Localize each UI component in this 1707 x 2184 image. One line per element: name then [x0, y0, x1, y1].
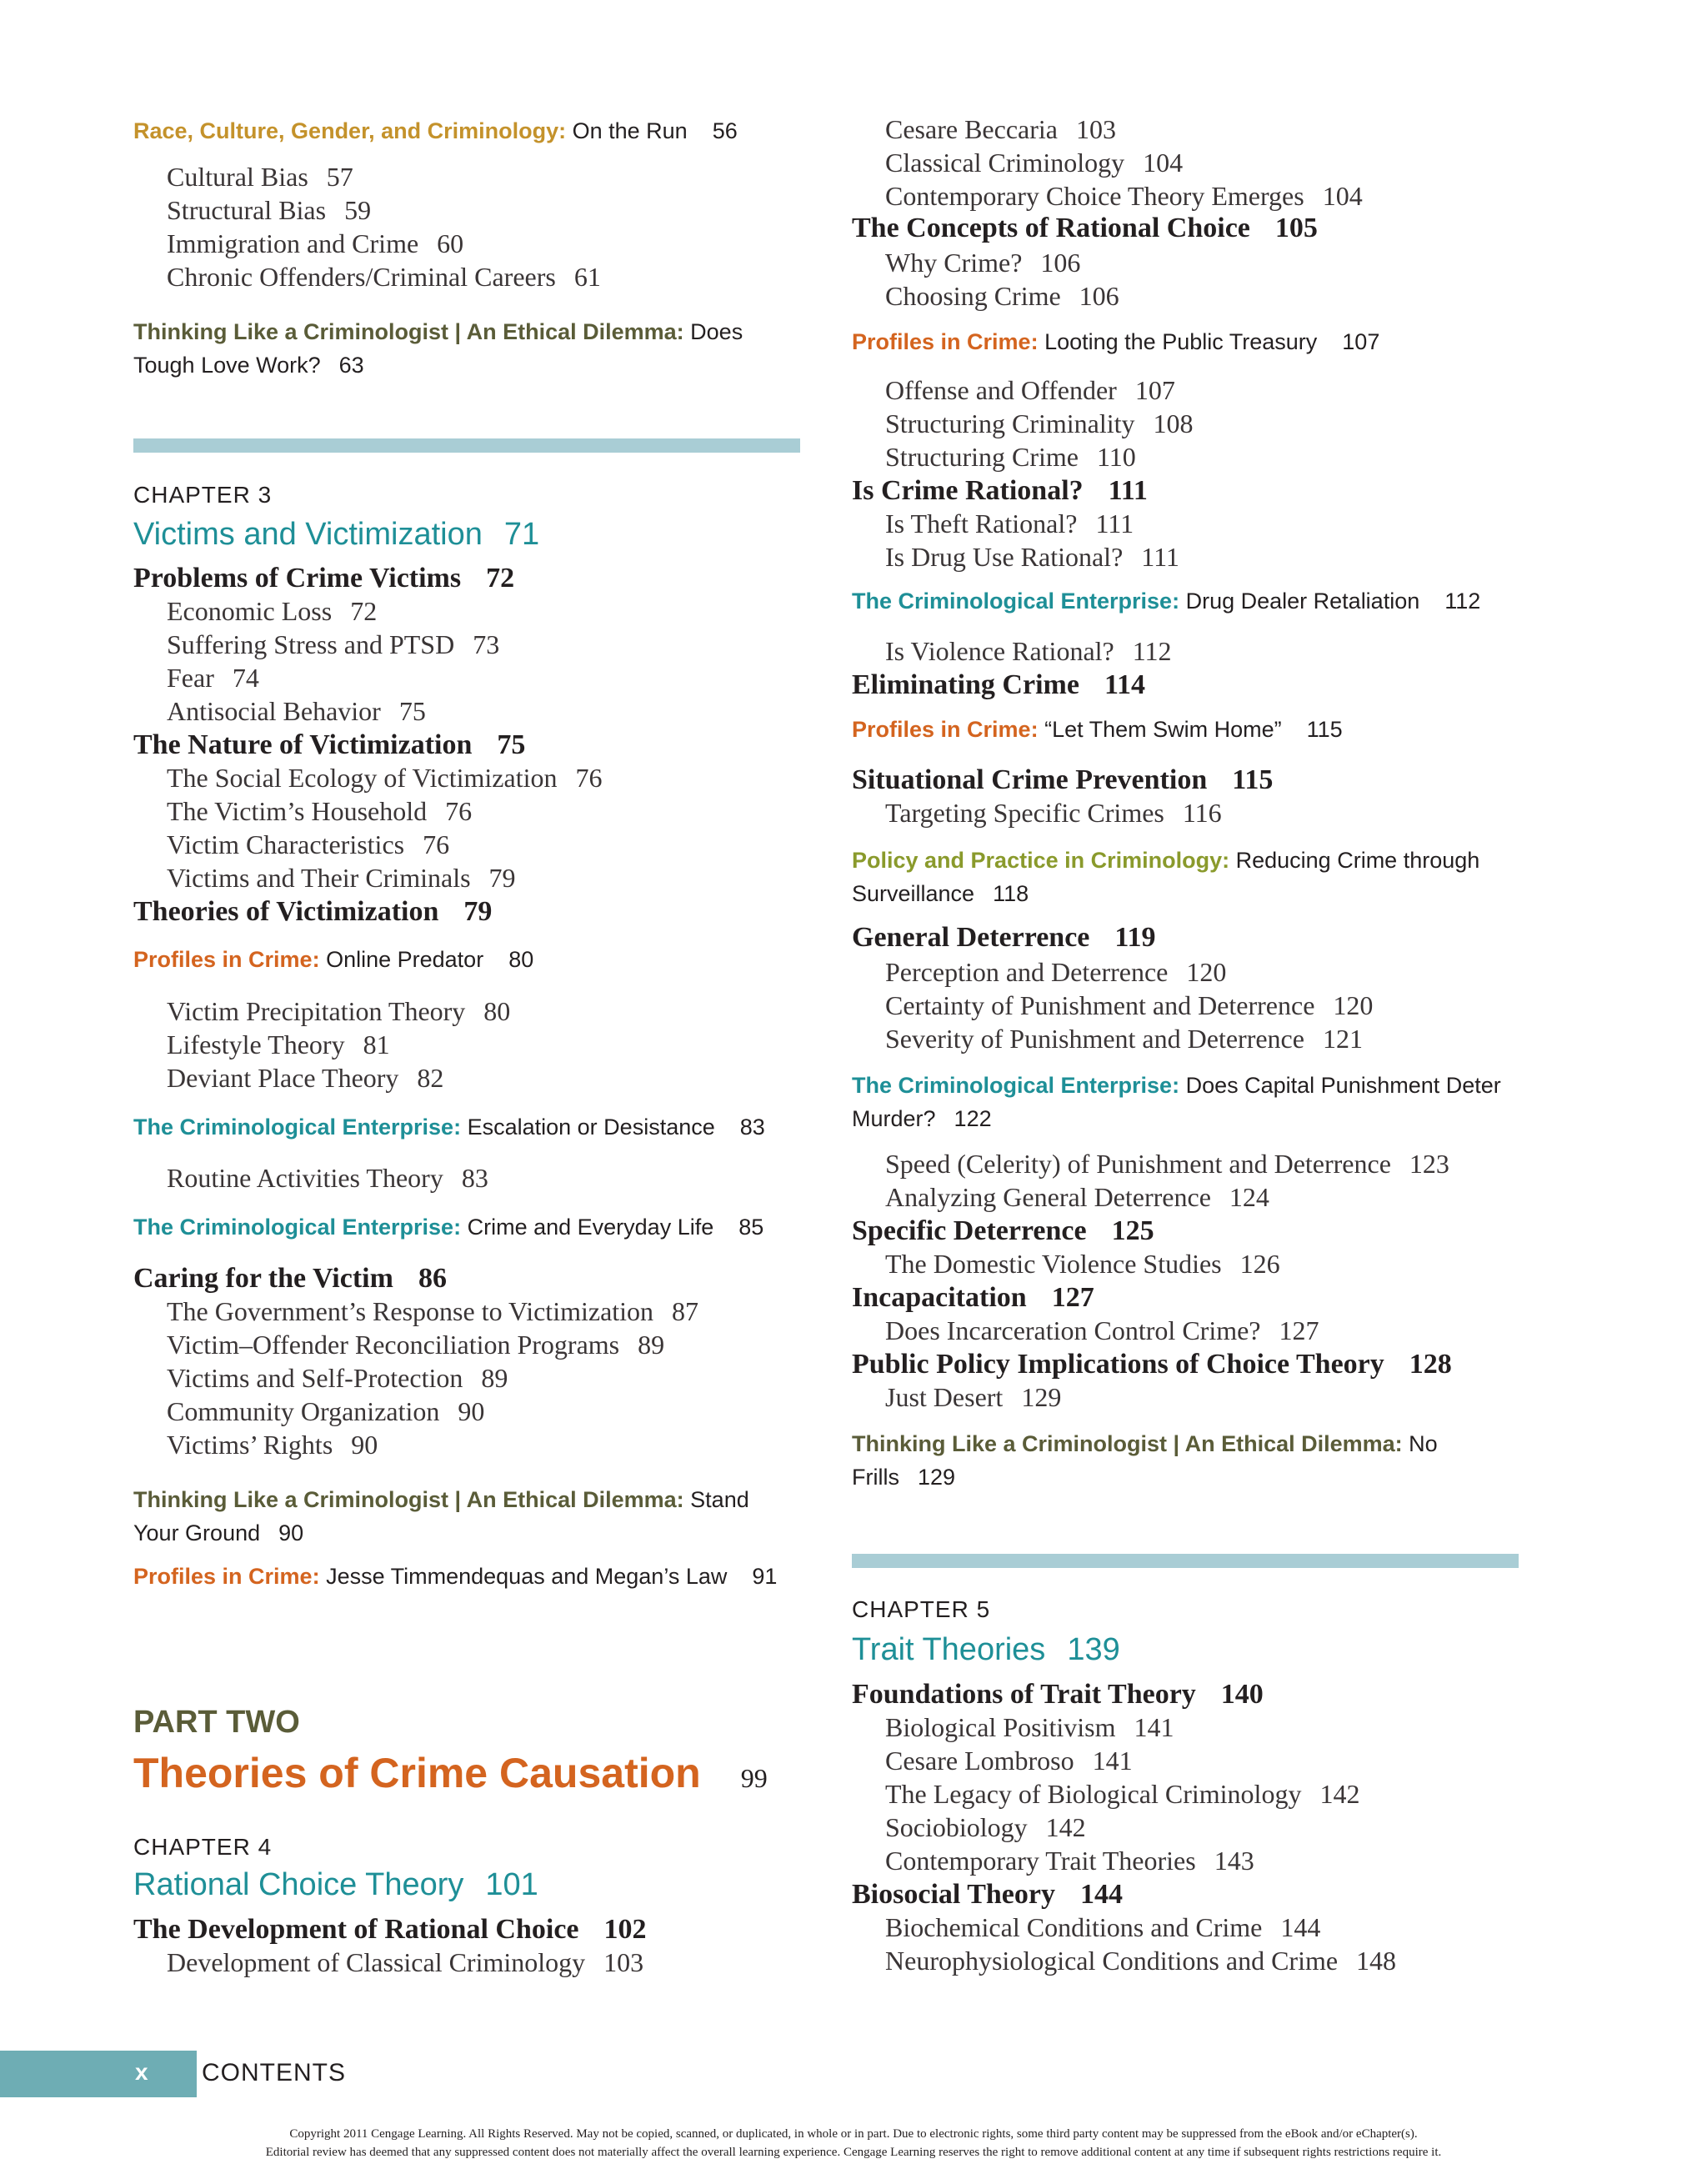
subsection-title: Speed (Celerity) of Punishment and Deterrence [885, 1149, 1391, 1179]
subsection-title: Structuring Criminality [885, 408, 1135, 438]
toc-subsection[interactable] [167, 829, 449, 860]
section-title: Incapacitation [852, 1282, 1027, 1313]
subsection-title: Routine Activities Theory [167, 1163, 443, 1193]
page-number: 144 [1080, 1879, 1123, 1910]
page-number: 103 [603, 1947, 644, 1977]
toc-subsection[interactable] [885, 1746, 1133, 1776]
page-number: 90 [458, 1396, 485, 1426]
feature-label: Thinking Like a Criminologist | An Ethical Dilemma: [133, 319, 684, 344]
feature-label: Thinking Like a Criminologist | An Ethical Dilemma: [133, 1487, 684, 1512]
toc-subsection[interactable] [167, 1063, 443, 1094]
toc-subsection[interactable] [167, 228, 463, 259]
page-number: 101 [485, 1867, 538, 1902]
page-number: 105 [1274, 213, 1318, 243]
page-number: 148 [1356, 1946, 1397, 1976]
toc-subsection[interactable] [885, 1846, 1254, 1876]
page-number: 107 [1342, 329, 1380, 354]
toc-subsection[interactable] [167, 1947, 643, 1978]
toc-subsection[interactable] [167, 763, 602, 794]
part-title-text: Theories of Crime Causation [133, 1750, 701, 1796]
page-number: 112 [1132, 636, 1172, 666]
toc-subsection[interactable] [885, 181, 1363, 212]
toc-subsection[interactable] [885, 148, 1183, 178]
toc-subsection[interactable] [885, 375, 1175, 406]
feature-box-entry[interactable] [133, 1215, 763, 1240]
subsection-title: Antisocial Behavior [167, 696, 381, 726]
subsection-title: Economic Loss [167, 596, 333, 626]
footer-page-tab [0, 2051, 197, 2097]
page-number: 128 [1409, 1349, 1452, 1380]
page-number: 114 [1104, 669, 1146, 700]
toc-subsection[interactable] [167, 696, 426, 727]
subsection-title: Lifestyle Theory [167, 1029, 345, 1059]
toc-subsection[interactable] [167, 663, 259, 694]
toc-subsection[interactable] [167, 1330, 664, 1360]
copyright-line-1: Copyright 2011 Cengage Learning. All Rights Reserved. May not be copied, scanned, or duplicated, in whole or in part. Due to electronic rights, some third party content may be suppressed from the eBook and/or eChapter(s). [289, 2127, 1418, 2141]
feature-title: Jesse Timmendequas and Megan’s Law [326, 1564, 728, 1589]
toc-subsection[interactable] [167, 1296, 698, 1327]
feature-box-entry[interactable] [852, 589, 1480, 614]
subsection-title: Victim Characteristics [167, 829, 405, 859]
page-number: 75 [497, 729, 526, 760]
subsection-title: Cultural Bias [167, 162, 308, 192]
page-number: 75 [398, 696, 426, 726]
page-number: 111 [1141, 542, 1179, 572]
page-number: 57 [326, 162, 353, 192]
subsection-title: Victim–Offender Reconciliation Programs [167, 1330, 620, 1360]
subsection-title: Is Drug Use Rational? [885, 542, 1124, 572]
page-number: 106 [1079, 281, 1119, 311]
chapter-divider-rule [133, 438, 800, 453]
toc-subsection[interactable] [167, 1363, 508, 1394]
toc-subsection[interactable] [167, 195, 371, 226]
feature-title: Online Predator [326, 947, 484, 972]
toc-section-heading[interactable] [133, 896, 492, 928]
page-number: 73 [473, 629, 500, 659]
section-title: Foundations of Trait Theory [852, 1679, 1196, 1710]
page-number: 120 [1186, 957, 1227, 987]
page-number: 116 [1182, 798, 1222, 828]
toc-subsection[interactable] [885, 957, 1226, 988]
page-number: 123 [1409, 1149, 1449, 1179]
page-number: 118 [993, 881, 1029, 906]
section-title: The Development of Rational Choice [133, 1914, 579, 1945]
subsection-title: Perception and Deterrence [885, 957, 1169, 987]
toc-subsection[interactable] [885, 1712, 1174, 1743]
page-number: 74 [232, 663, 259, 693]
page-number: 115 [1232, 764, 1274, 795]
subsection-title: The Domestic Violence Studies [885, 1249, 1222, 1279]
toc-subsection[interactable] [885, 1812, 1086, 1843]
feature-label: Profiles in Crime: [133, 1564, 320, 1589]
section-title: Caring for the Victim [133, 1263, 393, 1294]
page-number: 63 [338, 353, 364, 378]
toc-section-heading[interactable] [133, 1263, 447, 1295]
page-number: 111 [1108, 475, 1148, 506]
toc-subsection[interactable] [885, 442, 1136, 473]
section-title: Is Crime Rational? [852, 475, 1084, 506]
toc-subsection[interactable] [167, 1029, 390, 1060]
subsection-title: The Government’s Response to Victimization [167, 1296, 654, 1326]
feature-box-entry[interactable] [133, 315, 800, 382]
toc-section-heading[interactable] [852, 475, 1148, 507]
subsection-title: Neurophysiological Conditions and Crime [885, 1946, 1339, 1976]
toc-subsection[interactable] [167, 596, 377, 627]
feature-label: The Criminological Enterprise: [133, 1115, 462, 1140]
section-title: Situational Crime Prevention [852, 764, 1208, 795]
page-number: 79 [488, 863, 516, 893]
feature-box-entry[interactable] [852, 1069, 1519, 1135]
section-title: The Concepts of Rational Choice [852, 213, 1250, 243]
section-title: Public Policy Implications of Choice Theory [852, 1349, 1384, 1380]
subsection-title: Victims and Self-Protection [167, 1363, 463, 1393]
page-number: 106 [1040, 248, 1081, 278]
subsection-title: Cesare Lombroso [885, 1746, 1074, 1776]
toc-section-heading[interactable] [133, 563, 514, 594]
section-title: General Deterrence [852, 922, 1090, 953]
toc-subsection[interactable] [885, 1946, 1396, 1976]
page-number: 72 [350, 596, 378, 626]
page-number: 83 [739, 1115, 765, 1140]
page-number: 107 [1134, 375, 1175, 405]
section-title: The Nature of Victimization [133, 729, 473, 760]
subsection-title: Is Violence Rational? [885, 636, 1114, 666]
feature-title: “Let Them Swim Home” [1044, 717, 1282, 742]
page-number: 126 [1239, 1249, 1280, 1279]
page-number: 142 [1045, 1812, 1086, 1842]
feature-box-entry[interactable] [133, 1115, 765, 1140]
page-number: 122 [954, 1106, 992, 1131]
subsection-title: Contemporary Trait Theories [885, 1846, 1196, 1876]
toc-subsection[interactable] [885, 1382, 1061, 1413]
toc-subsection[interactable] [885, 1149, 1449, 1180]
feature-label: Policy and Practice in Criminology: [852, 848, 1230, 873]
page-number: 79 [463, 896, 493, 927]
subsection-title: Immigration and Crime [167, 228, 419, 258]
page-number: 81 [363, 1029, 390, 1059]
section-title: Problems of Crime Victims [133, 563, 462, 594]
page-number: 103 [1075, 114, 1116, 144]
toc-subsection[interactable] [885, 636, 1172, 667]
feature-box-entry[interactable] [852, 844, 1519, 910]
page-number: 56 [712, 118, 738, 143]
subsection-title: Certainty of Punishment and Deterrence [885, 990, 1315, 1020]
page-number: 112 [1444, 589, 1481, 614]
subsection-title: Classical Criminology [885, 148, 1125, 178]
feature-box-entry[interactable] [133, 1564, 777, 1590]
subsection-title: Deviant Place Theory [167, 1063, 399, 1093]
page-number: 90 [278, 1520, 304, 1545]
subsection-title: Community Organization [167, 1396, 440, 1426]
subsection-title: Choosing Crime [885, 281, 1061, 311]
page-number: 91 [752, 1564, 778, 1589]
page-number: 80 [483, 996, 511, 1026]
toc-subsection[interactable] [885, 248, 1080, 278]
toc-section-heading[interactable] [852, 213, 1318, 244]
toc-section-heading[interactable] [852, 669, 1145, 701]
page-number: 90 [351, 1430, 378, 1460]
part-label: PART TWO [133, 1705, 300, 1740]
subsection-title: Biochemical Conditions and Crime [885, 1912, 1263, 1942]
chapter-label: CHAPTER 3 [133, 482, 273, 508]
page-number: 115 [1306, 717, 1343, 742]
toc-subsection[interactable] [885, 1024, 1363, 1054]
page-number: 89 [638, 1330, 665, 1360]
subsection-title: Analyzing General Deterrence [885, 1182, 1211, 1212]
subsection-title: Offense and Offender [885, 375, 1117, 405]
chapter-title-text: Trait Theories [852, 1632, 1046, 1667]
subsection-title: The Victim’s Household [167, 796, 428, 826]
page-number: 140 [1220, 1679, 1264, 1710]
page-number: 143 [1214, 1846, 1254, 1876]
toc-subsection[interactable] [885, 542, 1179, 573]
toc-subsection[interactable] [885, 990, 1373, 1021]
subsection-title: The Legacy of Biological Criminology [885, 1779, 1302, 1809]
page-number: 129 [917, 1465, 956, 1490]
subsection-title: Suffering Stress and PTSD [167, 629, 455, 659]
toc-subsection[interactable] [885, 1912, 1320, 1943]
subsection-title: The Social Ecology of Victimization [167, 763, 558, 793]
page-number: 76 [575, 763, 603, 793]
toc-subsection[interactable] [885, 1779, 1359, 1810]
feature-label: The Criminological Enterprise: [133, 1215, 462, 1240]
toc-subsection[interactable] [885, 1249, 1280, 1280]
subsection-title: Victims’ Rights [167, 1430, 333, 1460]
subsection-title: Targeting Specific Crimes [885, 798, 1164, 828]
toc-subsection[interactable] [885, 114, 1116, 145]
toc-section-heading[interactable] [852, 1282, 1094, 1314]
feature-label: Thinking Like a Criminologist | An Ethical Dilemma: [852, 1431, 1403, 1456]
feature-label: Profiles in Crime: [852, 329, 1039, 354]
page-number: 141 [1134, 1712, 1174, 1742]
subsection-title: Victims and Their Criminals [167, 863, 471, 893]
subsection-title: Biological Positivism [885, 1712, 1116, 1742]
subsection-title: Cesare Beccaria [885, 114, 1058, 144]
toc-section-heading[interactable] [852, 1349, 1452, 1380]
feature-title: No Frills [852, 1431, 1438, 1490]
toc-subsection[interactable] [885, 798, 1222, 829]
page-number: 82 [417, 1063, 444, 1093]
toc-subsection[interactable] [167, 629, 499, 660]
feature-title: Does Capital Punishment Deter Murder? [852, 1073, 1501, 1131]
footer-section-label: CONTENTS [202, 2059, 346, 2086]
feature-label: Profiles in Crime: [852, 717, 1039, 742]
page-number: 141 [1092, 1746, 1133, 1776]
feature-label: Race, Culture, Gender, and Criminology: [133, 118, 567, 143]
toc-section-heading[interactable] [852, 764, 1273, 796]
chapter-title[interactable] [133, 1867, 538, 1903]
toc-subsection[interactable] [885, 508, 1134, 539]
page-number: 124 [1229, 1182, 1269, 1212]
section-title: Theories of Victimization [133, 896, 439, 927]
page-number: 119 [1114, 922, 1156, 953]
page-number: 71 [503, 517, 540, 552]
toc-subsection[interactable] [885, 281, 1119, 312]
page-number: 104 [1143, 148, 1184, 178]
subsection-title: Is Theft Rational? [885, 508, 1078, 538]
feature-box-entry[interactable] [133, 1483, 800, 1550]
subsection-title: Severity of Punishment and Deterrence [885, 1024, 1304, 1054]
section-title: Biosocial Theory [852, 1879, 1055, 1910]
page-number: 83 [461, 1163, 488, 1193]
page-number: 125 [1111, 1215, 1154, 1246]
feature-title: Escalation or Desistance [467, 1115, 715, 1140]
feature-title: Looting the Public Treasury [1044, 329, 1318, 354]
subsection-title: Development of Classical Criminology [167, 1947, 586, 1977]
chapter-title-text: Rational Choice Theory [133, 1867, 464, 1902]
subsection-title: Victim Precipitation Theory [167, 996, 466, 1026]
page-number: 61 [573, 262, 601, 292]
toc-section-heading[interactable] [852, 1879, 1123, 1911]
toc-section-heading[interactable] [133, 1914, 647, 1946]
page-number: 59 [344, 195, 372, 225]
page-number: 120 [1333, 990, 1374, 1020]
page-number: 108 [1153, 408, 1194, 438]
feature-title: Crime and Everyday Life [467, 1215, 714, 1240]
subsection-title: Does Incarceration Control Crime? [885, 1315, 1261, 1345]
page-number: 85 [738, 1215, 764, 1240]
toc-subsection[interactable] [167, 1163, 488, 1194]
page-number: 121 [1322, 1024, 1363, 1054]
page-number: 72 [486, 563, 515, 594]
page-number: 104 [1322, 181, 1363, 211]
chapter-title[interactable] [133, 517, 539, 553]
subsection-title: Chronic Offenders/Criminal Careers [167, 262, 556, 292]
subsection-title: Sociobiology [885, 1812, 1028, 1842]
page-number: 142 [1319, 1779, 1360, 1809]
toc-subsection[interactable] [885, 1315, 1319, 1346]
page-number: 87 [672, 1296, 699, 1326]
page-number: 102 [603, 1914, 647, 1945]
copyright-line-2: Editorial review has deemed that any suppressed content does not materially affect the overall learning experience. Cengage Learning reserves the right to remove additional content at any time if subsequent rights restrictions require it. [265, 2146, 1442, 2159]
chapter-divider-rule [852, 1554, 1519, 1568]
toc-section-heading[interactable] [852, 1679, 1264, 1711]
subsection-title: Structuring Crime [885, 442, 1079, 472]
page-number: 76 [423, 829, 450, 859]
feature-title: Stand Your Ground [133, 1487, 749, 1545]
toc-subsection[interactable] [885, 1182, 1269, 1213]
feature-box-entry[interactable] [852, 1427, 1519, 1494]
toc-subsection[interactable] [167, 162, 353, 193]
toc-subsection[interactable] [167, 1430, 378, 1460]
page-number: 80 [508, 947, 534, 972]
toc-section-heading[interactable] [852, 922, 1156, 954]
part-title[interactable] [133, 1749, 768, 1797]
toc-subsection[interactable] [167, 262, 601, 293]
feature-label: The Criminological Enterprise: [852, 589, 1180, 614]
page-number: 129 [1021, 1382, 1062, 1412]
section-title: Eliminating Crime [852, 669, 1079, 700]
toc-subsection[interactable] [167, 863, 516, 894]
page-number: 144 [1280, 1912, 1321, 1942]
page-number: 99 [740, 1763, 768, 1793]
page-number: 86 [418, 1263, 447, 1294]
toc-subsection[interactable] [885, 408, 1194, 439]
page-number: 127 [1051, 1282, 1094, 1313]
chapter-label: CHAPTER 5 [852, 1596, 991, 1622]
toc-subsection[interactable] [167, 996, 510, 1027]
subsection-title: Contemporary Choice Theory Emerges [885, 181, 1304, 211]
feature-title: Does Tough Love Work? [133, 319, 743, 378]
feature-label: Profiles in Crime: [133, 947, 320, 972]
section-title: Specific Deterrence [852, 1215, 1087, 1246]
page-number: 127 [1279, 1315, 1319, 1345]
subsection-title: Structural Bias [167, 195, 327, 225]
toc-section-heading[interactable] [852, 1215, 1154, 1247]
feature-label: The Criminological Enterprise: [852, 1073, 1180, 1098]
feature-box-entry[interactable] [852, 329, 1379, 355]
page-number: 89 [481, 1363, 508, 1393]
page-number: 110 [1096, 442, 1136, 472]
footer-page-number: x [135, 2059, 148, 2085]
page-number: 60 [437, 228, 464, 258]
toc-subsection[interactable] [167, 1396, 484, 1427]
feature-box-entry[interactable] [852, 717, 1343, 743]
chapter-label: CHAPTER 4 [133, 1834, 273, 1860]
chapter-title-text: Victims and Victimization [133, 517, 483, 552]
toc-subsection[interactable] [167, 796, 472, 827]
subsection-title: Fear [167, 663, 214, 693]
chapter-title[interactable] [852, 1632, 1120, 1668]
page-number: 139 [1067, 1632, 1120, 1667]
toc-section-heading[interactable] [133, 729, 525, 761]
feature-title: On the Run [572, 118, 688, 143]
subsection-title: Just Desert [885, 1382, 1004, 1412]
feature-box-entry[interactable] [133, 118, 738, 144]
page-number: 111 [1095, 508, 1134, 538]
subsection-title: Why Crime? [885, 248, 1023, 278]
feature-title: Reducing Crime through Surveillance [852, 848, 1480, 906]
feature-title: Drug Dealer Retaliation [1185, 589, 1420, 614]
page-number: 76 [445, 796, 473, 826]
feature-box-entry[interactable] [133, 947, 533, 973]
